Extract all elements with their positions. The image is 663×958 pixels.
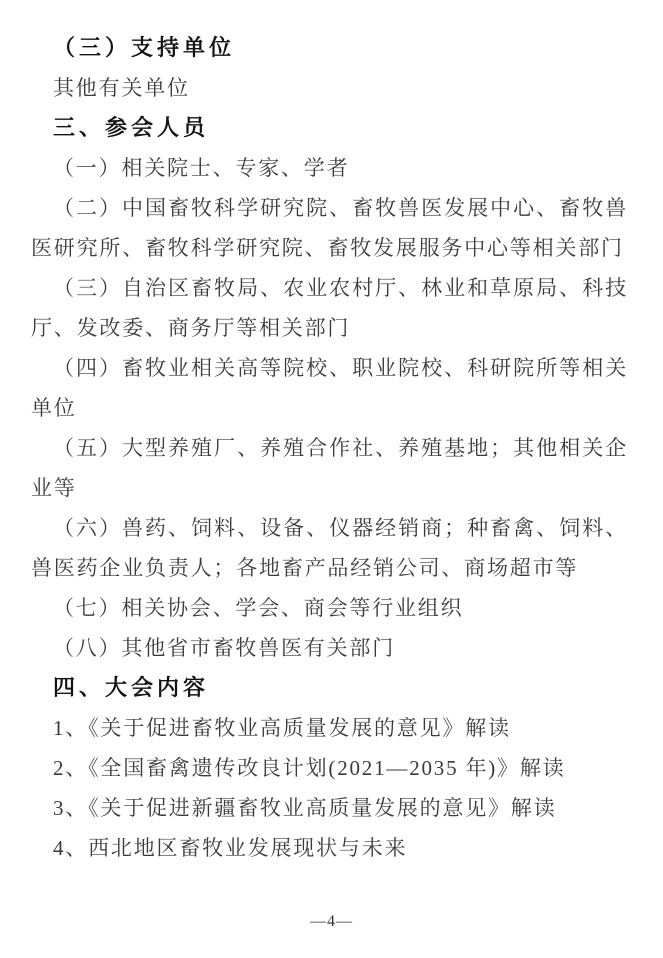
body-paragraph: 2、《全国畜禽遗传改良计划(2021—2035 年)》解读 (53, 756, 566, 780)
section-heading: 四、大会内容 (53, 675, 210, 700)
body-paragraph: 4、西北地区畜牧业发展现状与未来 (53, 836, 408, 860)
body-paragraph: （三）自治区畜牧局、农业农村厅、林业和草原局、科技厅、发改委、商务厅等相关部门 (31, 276, 628, 340)
section-heading: 三、参会人员 (53, 115, 210, 140)
body-paragraph: 其他有关单位 (53, 76, 190, 100)
body-paragraph: （五）大型养殖厂、养殖合作社、养殖基地；其他相关企业等 (31, 436, 628, 500)
body-paragraph: （二）中国畜牧科学研究院、畜牧兽医发展中心、畜牧兽医研究所、畜牧科学研究院、畜牧发展服务中心等相关部门 (31, 196, 628, 260)
body-paragraph: （八）其他省市畜牧兽医有关部门 (53, 636, 395, 660)
body-paragraph: 1、《关于促进畜牧业高质量发展的意见》解读 (53, 716, 511, 740)
section-heading: （三）支持单位 (53, 35, 236, 60)
body-paragraph: （六）兽药、饲料、设备、仪器经销商；种畜禽、饲料、兽医药企业负责人；各地畜产品经销公司、商场超市等 (31, 516, 628, 580)
body-paragraph: 3、《关于促进新疆畜牧业高质量发展的意见》解读 (53, 796, 557, 820)
body-paragraph: （一）相关院士、专家、学者 (53, 156, 350, 180)
page-number: —4— (310, 913, 353, 930)
body-paragraph: （四）畜牧业相关高等院校、职业院校、科研院所等相关单位 (31, 356, 628, 420)
body-paragraph: （七）相关协会、学会、商会等行业组织 (53, 596, 464, 620)
document-content (31, 28, 628, 868)
